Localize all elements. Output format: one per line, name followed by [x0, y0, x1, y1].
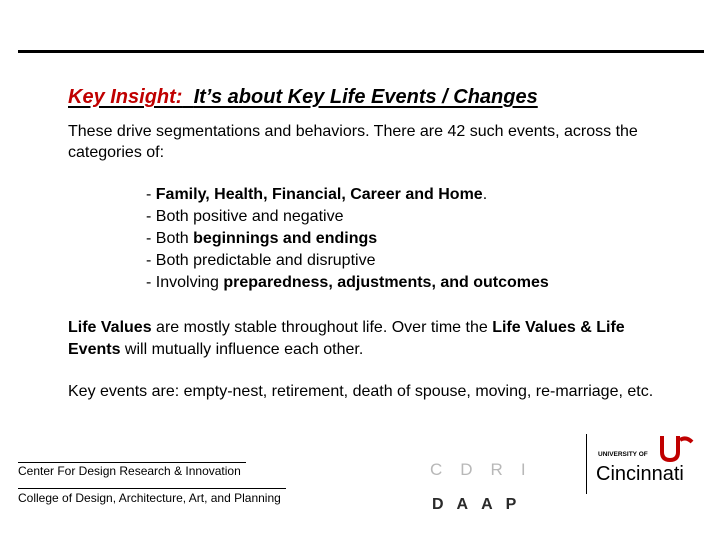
- bullet-item: - Both positive and negative: [146, 208, 344, 225]
- daap-logo-text: DAAP: [432, 496, 530, 513]
- intro-paragraph: These drive segmentations and behaviors. There are 42 such events, across the categories of:: [68, 123, 638, 161]
- logo-university-of: UNIVERSITY OF: [598, 451, 648, 458]
- life-values-paragraph: Life Values are mostly stable throughout life. Over time the Life Values & Life Events will mutually influence each other.: [68, 319, 625, 358]
- bullet-item: - Family, Health, Financial, Career and Home.: [146, 186, 488, 203]
- logo-cincinnati: Cincinnati: [596, 463, 684, 485]
- bullet-item: - Both predictable and disruptive: [146, 252, 376, 269]
- cdri-logo-text: CDRI: [430, 460, 544, 479]
- university-of-cincinnati-logo: [596, 432, 706, 488]
- bullet-item: - Involving preparedness, adjustments, and outcomes: [146, 274, 549, 291]
- footer-center-name: Center For Design Research & Innovation: [18, 464, 241, 478]
- footer-divider: [18, 462, 246, 463]
- footer-divider: [18, 488, 286, 489]
- logo-divider: [586, 434, 587, 494]
- top-rule: [18, 50, 704, 53]
- footer-college-name: College of Design, Architecture, Art, and Planning: [18, 491, 281, 505]
- title-main: It’s about Key Life Events / Changes: [193, 86, 538, 108]
- key-events-paragraph: Key events are: empty-nest, retirement, death of spouse, moving, re-marriage, etc.: [68, 383, 654, 400]
- slide-title: [68, 86, 648, 109]
- uc-mark-icon: [662, 436, 692, 460]
- bullet-list: [146, 184, 666, 294]
- title-key-insight: Key Insight:: [68, 86, 183, 108]
- bullet-item: - Both beginnings and endings: [146, 230, 378, 247]
